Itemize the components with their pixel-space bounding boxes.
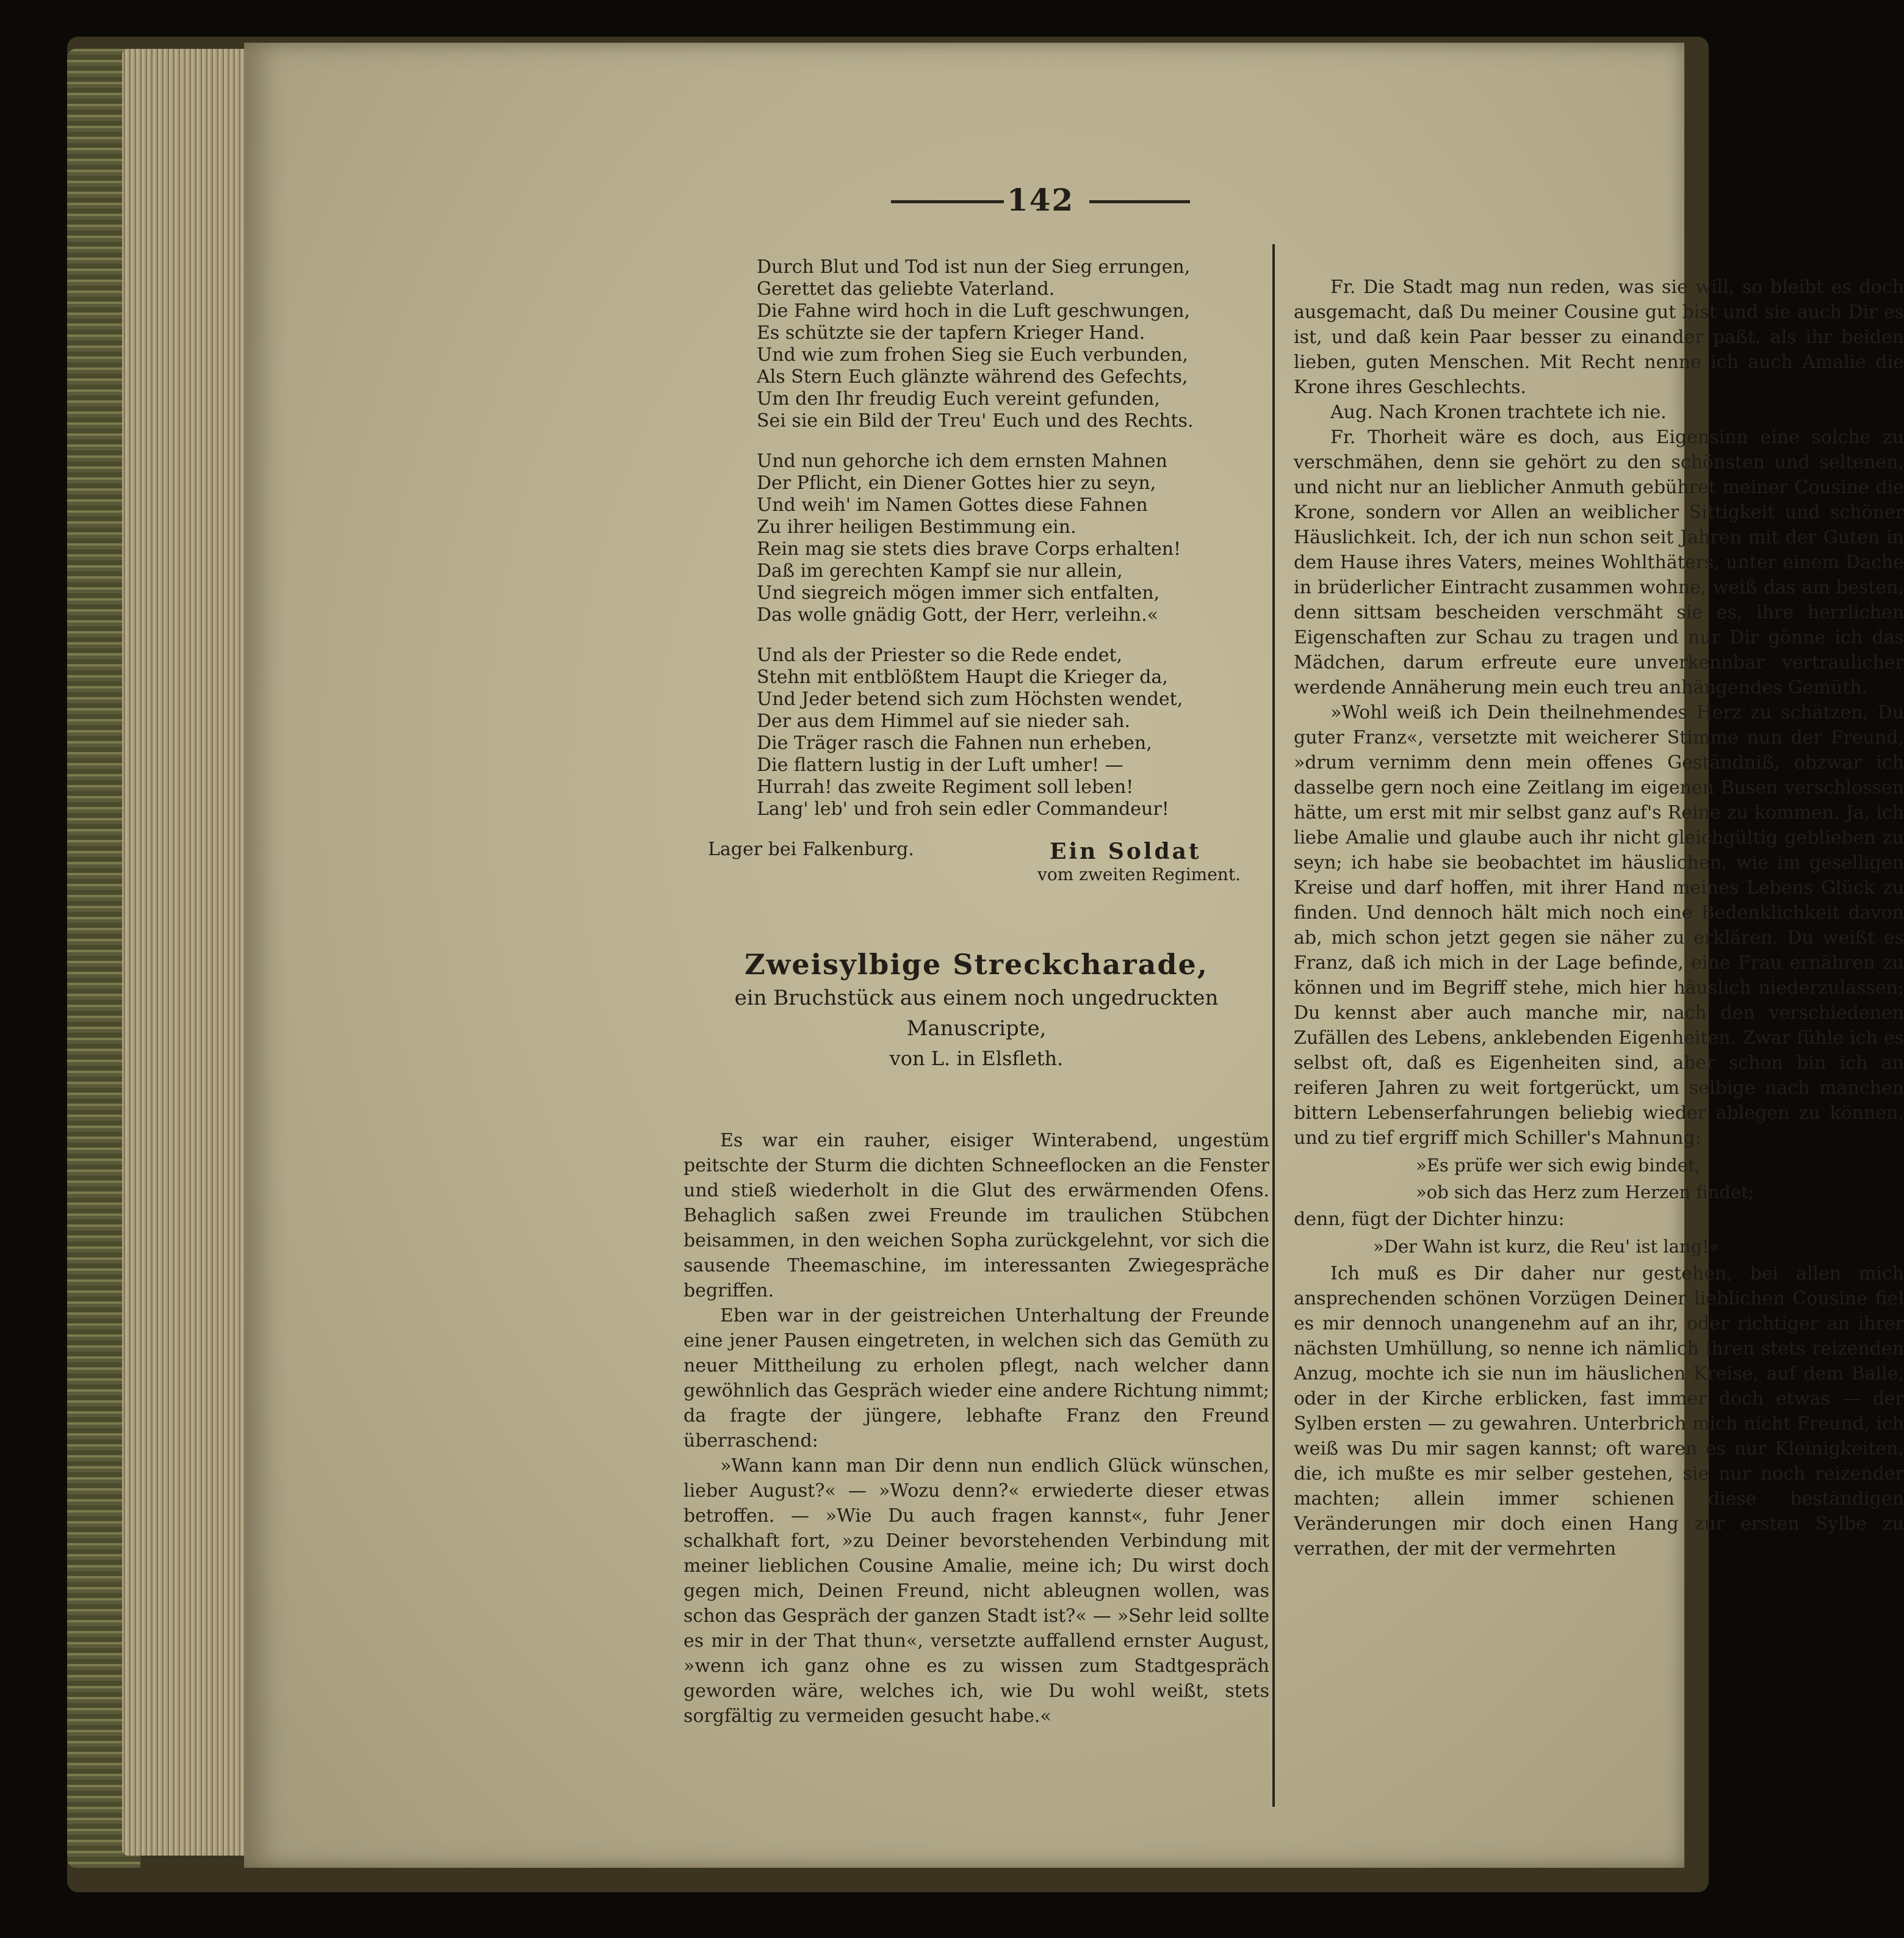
poem-line: Das wolle gnädig Gott, der Herr, verleihn.« (757, 604, 1158, 626)
poem-line: Sei sie ein Bild der Treu' Euch und des Rechts. (757, 410, 1194, 432)
poem-signature-sub: vom zweiten Regiment. (1037, 864, 1241, 884)
poem-line: Und nun gehorche ich dem ernsten Mahnen (757, 450, 1167, 472)
poem-line: Und siegreich mögen immer sich entfalten, (757, 582, 1160, 604)
poem-stanza (757, 450, 1269, 626)
paragraph: Eben war in der geistreichen Unterhaltung der Freunde eine jener Pausen eingetreten, in welchen sich das Gemüth zu neuer Mittheilung zu erholen pflegt, nach welcher dann gewöhnlich das Gespräch wieder eine andere Richtung nimmt; da fragte der jüngere, lebhafte Franz den Freund überraschend: (683, 1305, 1269, 1452)
page-number-rule-right (1089, 200, 1190, 203)
paragraph: »Wann kann man Dir denn nun endlich Glück wünschen, lieber August?« — »Wozu denn?« erwiederte dieser etwas betroffen. — »Wie Du auch fragen kannst«, fuhr Jener schalkhaft fort, »zu Deiner bevorstehenden Verbindung mit meiner lieblichen Cousine Amalie, meine ich; Du wirst doch gegen mich, Deinen Freund, nicht ableugnen wollen, was schon das Gespräch der ganzen Stadt ist?« — »Sehr leid sollte es mir in der That thun«, versetzte auffallend ernster August, »wenn ich ganz ohne es zu wissen zum Stadtgespräch geworden wäre, welches ich, wie Du wohl weißt, stets sorgfältig zu vermeiden gesucht habe.« (683, 1455, 1269, 1727)
poem-line: Als Stern Euch glänzte während des Gefechts, (757, 366, 1188, 388)
column-divider (1272, 244, 1275, 1807)
poem-line: Der aus dem Himmel auf sie nieder sah. (757, 710, 1131, 732)
poem-line: Hurrah! das zweite Regiment soll leben! (757, 776, 1134, 798)
poem-line: Stehn mit entblößtem Haupt die Krieger da, (757, 667, 1168, 688)
article-subtitle: ein Bruchstück aus einem noch ungedruckten Manuscripte, (734, 986, 1219, 1041)
poem-place: Lager bei Falkenburg. (708, 839, 914, 860)
poem-line: Gerettet das geliebte Vaterland. (757, 278, 1055, 300)
right-prose (1294, 275, 1904, 1561)
poem-line: Die flattern lustig in der Luft umher! — (757, 754, 1123, 776)
poem-line: Die Fahne wird hoch in die Luft geschwungen, (757, 300, 1191, 322)
paragraph: Es war ein rauher, eisiger Winterabend, ungestüm peitschte der Sturm die dichten Schneeflocken an die Fenster und stieß wiederholt in die Glut des erwärmenden Ofens. Behaglich saßen zwei Freunde im traulichen Stübchen beisammen, in den weichen Sopha zurückgelehnt, vor sich die sausende Theemaschine, im interessanten Zwiegespräche begriffen. (683, 1130, 1269, 1301)
poem (757, 256, 1269, 820)
poem-line: Und weih' im Namen Gottes diese Fahnen (757, 494, 1148, 516)
schiller-quote-line: »ob sich das Herz zum Herzen findet; (1416, 1182, 1754, 1202)
paragraph: Fr. Die Stadt mag nun reden, was sie will, so bleibt es doch ausgemacht, daß Du meiner Cousine gut bist und sie auch Dir es ist, und daß kein Paar besser zu einander paßt, als ihr beiden lieben, guten Menschen. Mit Recht nenne ich auch Amalie die Krone ihres Geschlechts. (1294, 277, 1904, 398)
paragraph: Ich muß es Dir daher nur gestehen, bei allen mich ansprechenden schönen Vorzügen Deiner lieblichen Cousine fiel es mir dennoch unangenehm auf an ihr, oder richtiger an ihrer nächsten Umhüllung, so nenne ich nämlich ihren stets reizenden Anzug, mochte ich sie nun im häuslichen Kreise, auf dem Balle, oder in der Kirche erblicken, fast immer doch etwas — der Sylben ersten — zu gewahren. Unterbrich mich nicht Freund, ich weiß was Du mir sagen kannst; oft waren es nur Kleinigkeiten, die, ich mußte es mir selber gestehen, sie nur noch reizender machten; allein immer schienen diese beständigen Veränderungen mir doch einen Hang zur ersten Sylbe zu verrathen, der mit der vermehrten (1294, 1263, 1904, 1560)
page-number-rule-left (891, 200, 1004, 203)
poem-line: Und Jeder betend sich zum Höchsten wendet, (757, 689, 1183, 710)
paragraph: Fr. Thorheit wäre es doch, aus Eigensinn eine solche zu verschmähen, denn sie gehört zu den schönsten und seltenen, und nicht nur an lieblicher Anmuth gebühret meiner Cousine die Krone, sondern vor Allen an weiblicher Sittigkeit und schöner Häuslichkeit. Ich, der ich nun schon seit Jahren mit der Guten in dem Hause ihres Vaters, meines Wohlthäters, unter einem Dache in brüderlicher Eintracht zusammen wohne, weiß das am besten, denn sittsam bescheiden verschmäht sie es, ihre herrlichen Eigenschaften zur Schau zu tragen und nur Dir gönne ich das Mädchen, darum erfreute eure unverkennbar vertraulicher werdende Annäherung mein euch treu anhängendes Gemüth. (1294, 427, 1904, 698)
paragraph: Aug. Nach Kronen trachtete ich nie. (1330, 402, 1667, 423)
paragraph: »Wohl weiß ich Dein theilnehmendes Herz zu schätzen, Du guter Franz«, versetzte mit weicherer Stimme nun der Freund, »drum vernimm denn mein offenes Geständniß, obzwar ich dasselbe gern noch eine Zeitlang im eigenen Busen verschlossen hätte, um erst mit mir selbst ganz auf's Reine zu kommen. Ja, ich liebe Amalie und glaube auch ihr nicht gleichgültig geblieben zu seyn; ich habe sie beobachtet im häuslichen, wie im geselligen Kreise und darf hoffen, mit ihrer Hand meines Lebens Glück zu finden. Und dennoch hält mich noch eine Bedenklichkeit davon ab, mich schon jetzt gegen sie näher zu erklären. Du weißt es Franz, daß ich mich in der Lage befinde, eine Frau ernähren zu können und im Begriff stehe, mich hier häuslich niederzulassen; Du kennst aber auch manche mir, nach den verschiedenen Zufällen des Lebens, anklebenden Eigenheiten. Zwar fühle ich es selbst oft, daß es Eigenheiten sind, aber schon bin ich an reiferen Jahren zu weit fortgerückt, um selbige nach manchen bittern Lebenserfahrungen beliebig wieder ablegen zu können, und zu tief ergriff mich Schiller's Mahnung: (1294, 702, 1904, 1149)
poem-line: Rein mag sie stets dies brave Corps erhalten! (757, 538, 1181, 560)
poem-line: Und als der Priester so die Rede endet, (757, 645, 1123, 666)
poem-stanza (757, 256, 1269, 432)
article-heading (683, 946, 1269, 1073)
schiller-quote-line: »Es prüfe wer sich ewig bindet, (1416, 1155, 1701, 1176)
paragraph: denn, fügt der Dichter hinzu: (1294, 1209, 1565, 1230)
schiller-quote-line: »Der Wahn ist kurz, die Reu' ist lang!« (1373, 1236, 1720, 1257)
poem-stanza (757, 645, 1269, 820)
article-title: Zweisylbige Streckcharade, (745, 948, 1208, 981)
poem-line: Um den Ihr freudig Euch vereint gefunden, (757, 388, 1160, 410)
article-byline: von L. in Elsfleth. (889, 1047, 1064, 1070)
page-stack-edges (122, 49, 256, 1856)
poem-line: Zu ihrer heiligen Bestimmung ein. (757, 516, 1076, 538)
poem-line: Lang' leb' und froh sein edler Commandeur! (757, 798, 1169, 820)
poem-line: Daß im gerechten Kampf sie nur allein, (757, 560, 1123, 582)
poem-line: Und wie zum frohen Sieg sie Euch verbunden, (757, 344, 1188, 366)
right-column (1294, 275, 1904, 1561)
poem-line: Durch Blut und Tod ist nun der Sieg errungen, (757, 256, 1191, 278)
poem-line: Der Pflicht, ein Diener Gottes hier zu seyn, (757, 472, 1156, 494)
book-page (244, 43, 1904, 1868)
poem-signoff (683, 839, 1269, 888)
left-prose (683, 1128, 1269, 1729)
poem-signature: Ein Soldat (1050, 839, 1202, 864)
page-number: 142 (1006, 182, 1075, 218)
poem-line: Es schützte sie der tapfern Krieger Hand. (757, 322, 1145, 344)
left-column (683, 256, 1269, 1729)
poem-line: Die Träger rasch die Fahnen nun erheben, (757, 732, 1152, 754)
